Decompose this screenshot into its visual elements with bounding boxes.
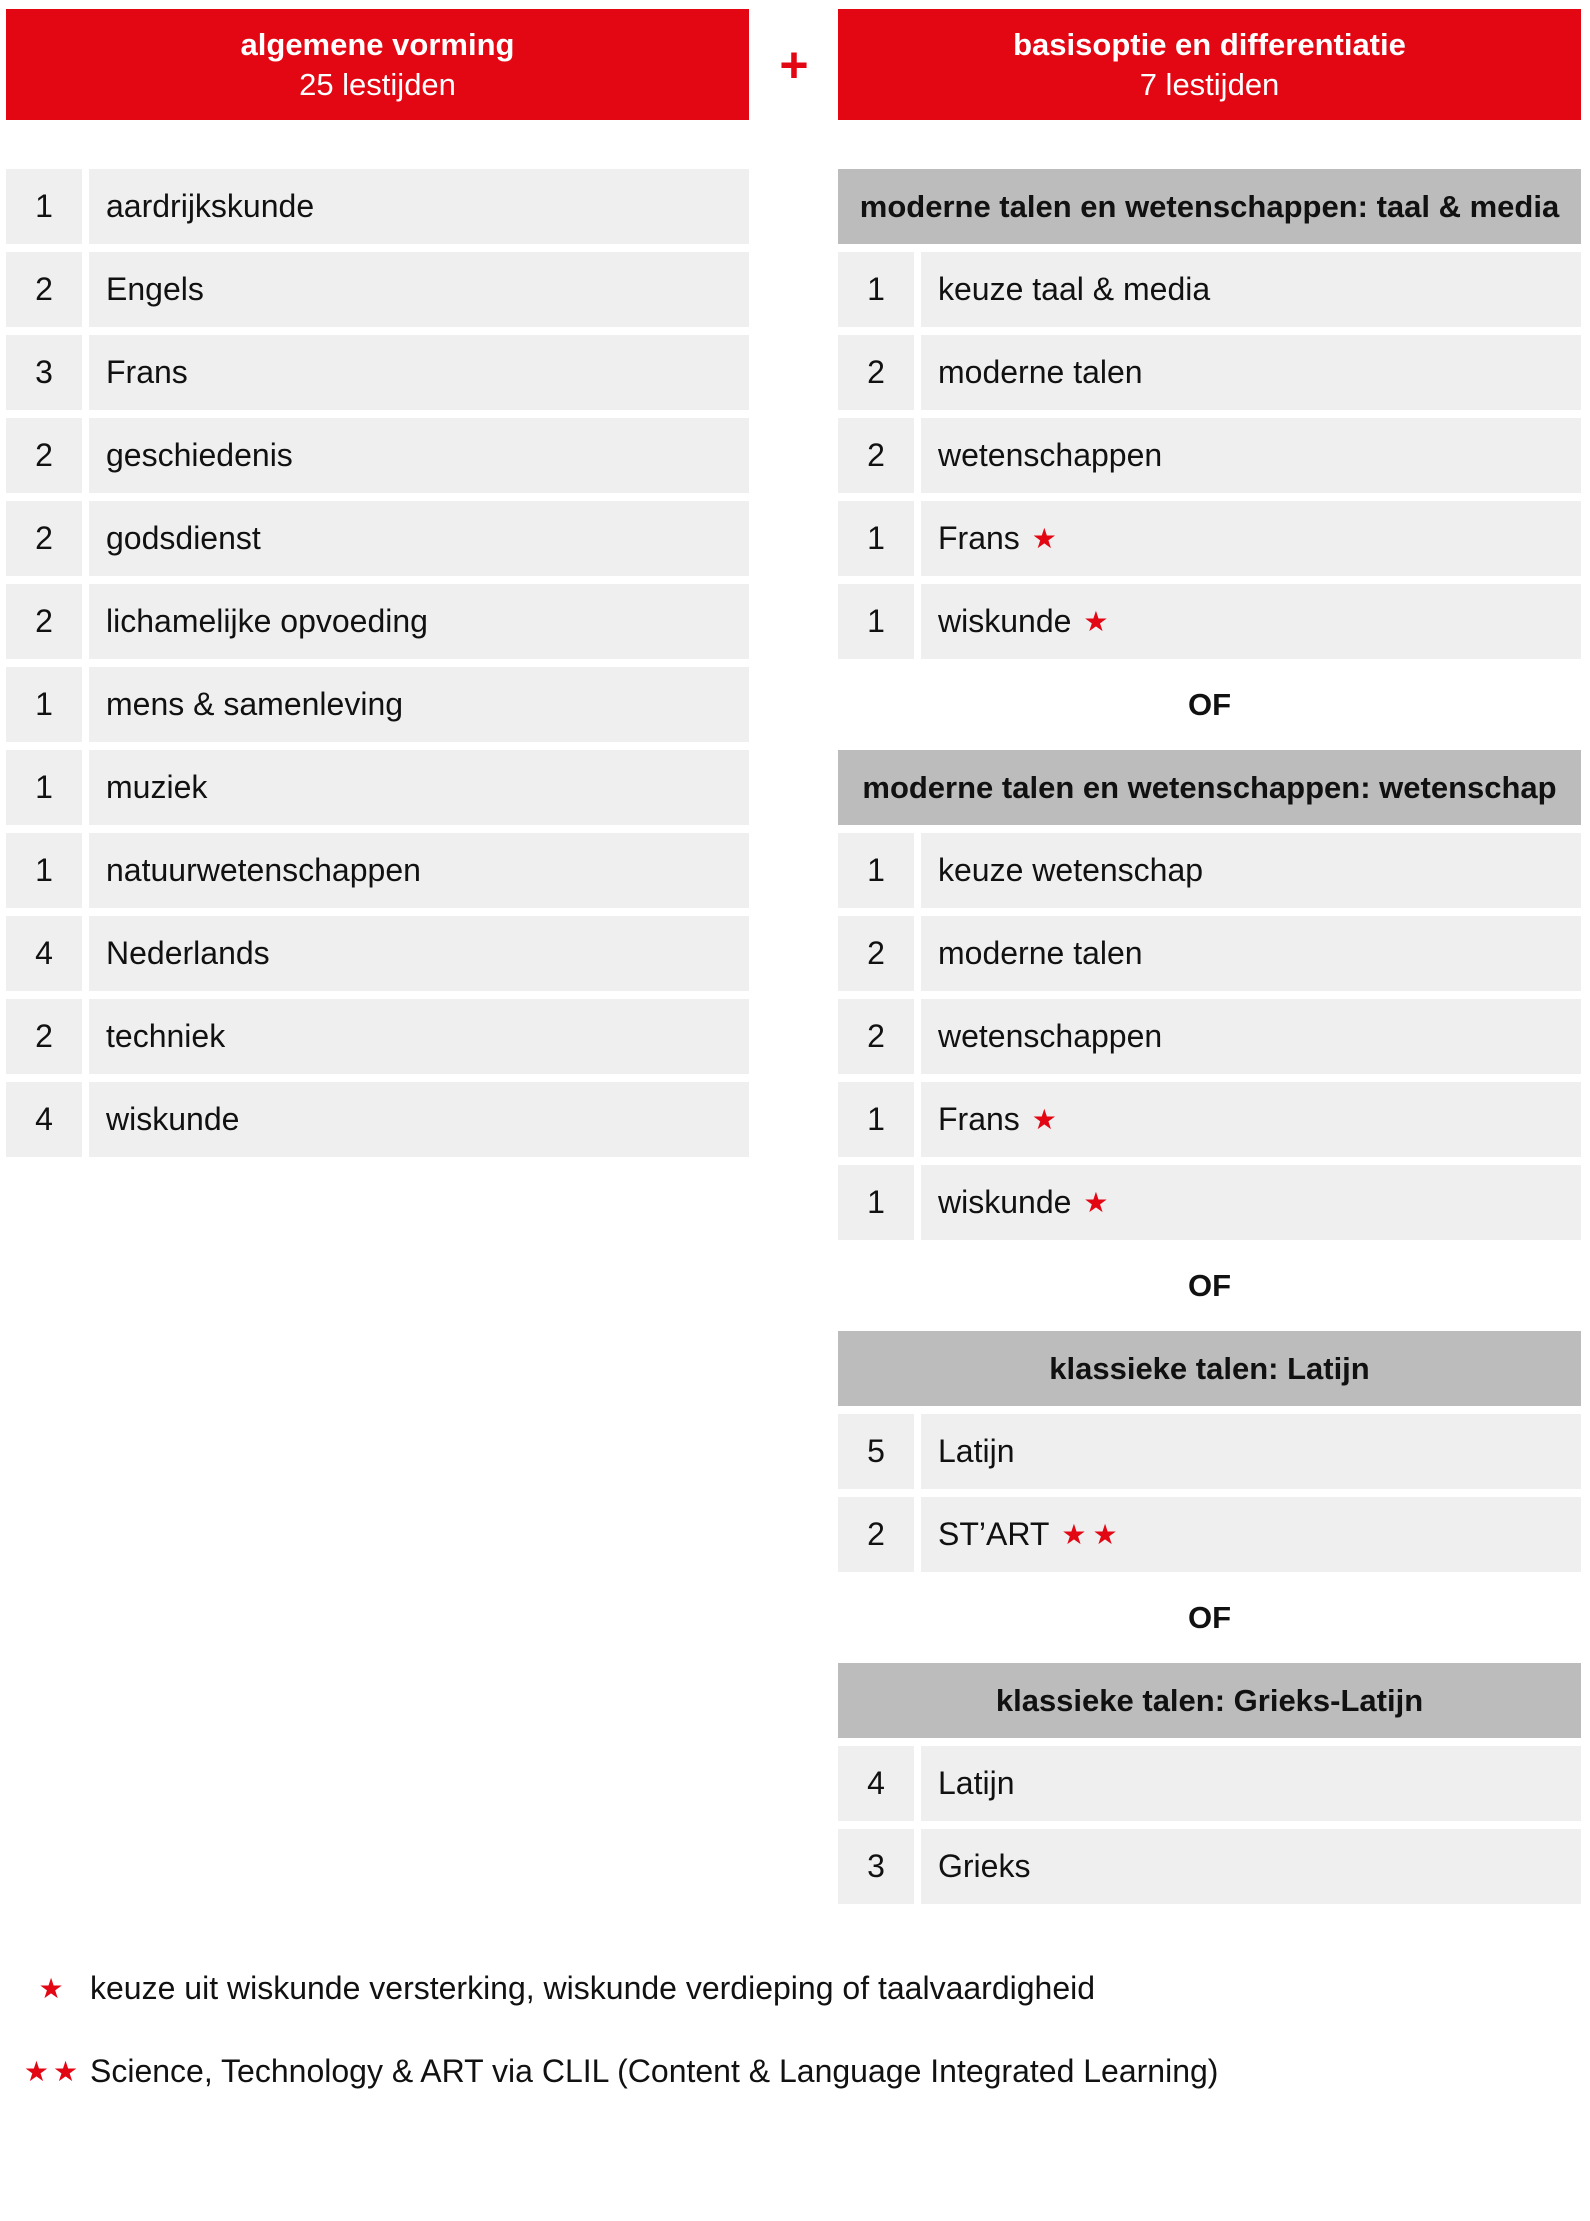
subject-label: Engels: [89, 252, 749, 327]
header-subtitle: 7 lestijden: [1139, 66, 1280, 102]
option-row: [838, 1414, 1581, 1489]
hours-cell: 2: [838, 418, 914, 493]
option-header-latijn: klassieke talen: Latijn: [838, 1331, 1581, 1406]
subject-label: keuze taal & media: [938, 271, 1211, 307]
subject-cell: [921, 1746, 1581, 1821]
footnote-single-star: [16, 1970, 1416, 2007]
subject-label: godsdienst: [89, 501, 749, 576]
option-header-grieks-latijn: klassieke talen: Grieks-Latijn: [838, 1663, 1581, 1738]
subject-label: aardrijkskunde: [89, 169, 749, 244]
hours-cell: 3: [6, 335, 82, 410]
subject-row: [6, 916, 749, 991]
star-icon: ★: [1083, 606, 1115, 637]
subject-label: Latijn: [938, 1765, 1015, 1801]
header-basisoptie: [838, 9, 1581, 120]
hours-cell: 2: [6, 418, 82, 493]
hours-cell: 2: [6, 501, 82, 576]
hours-cell: 2: [838, 1497, 914, 1572]
subject-row: [6, 584, 749, 659]
header-title: basisoptie en differentiatie: [1013, 26, 1406, 62]
hours-cell: 4: [838, 1746, 914, 1821]
subject-label: wiskunde: [938, 1184, 1072, 1220]
subject-label: wiskunde: [938, 603, 1072, 639]
subject-row: [6, 418, 749, 493]
left-subject-list: [6, 169, 749, 1165]
hours-cell: 1: [838, 1165, 914, 1240]
option-row: [838, 252, 1581, 327]
subject-label: keuze wetenschap: [938, 852, 1204, 888]
header-title: algemene vorming: [240, 26, 515, 62]
subject-label: Frans: [89, 335, 749, 410]
subject-cell: [921, 1082, 1581, 1157]
subject-label: wiskunde: [89, 1082, 749, 1157]
star-icon: ★: [1083, 1187, 1115, 1218]
subject-label: Nederlands: [89, 916, 749, 991]
option-row: [838, 418, 1581, 493]
option-row: [838, 1497, 1581, 1572]
hours-cell: 1: [838, 584, 914, 659]
subject-cell: [921, 252, 1581, 327]
option-row: [838, 335, 1581, 410]
hours-cell: 1: [838, 501, 914, 576]
footnote-double-star: [16, 2053, 1416, 2090]
option-row: [838, 916, 1581, 991]
option-row: [838, 833, 1581, 908]
star-icon: ★: [38, 1973, 68, 2004]
option-row: [838, 584, 1581, 659]
hours-cell: 4: [6, 916, 82, 991]
subject-label: Frans: [938, 1101, 1020, 1137]
subject-label: moderne talen: [938, 935, 1143, 971]
hours-cell: 2: [6, 252, 82, 327]
hours-cell: 1: [6, 169, 82, 244]
subject-row: [6, 1082, 749, 1157]
subject-cell: [921, 916, 1581, 991]
plus-sign: +: [779, 37, 809, 93]
or-separator: OF: [1187, 1267, 1232, 1303]
hours-cell: 2: [6, 999, 82, 1074]
double-star-icon: ★★: [1061, 1519, 1124, 1550]
subject-cell: [921, 501, 1581, 576]
subject-cell: [921, 833, 1581, 908]
subject-label: muziek: [89, 750, 749, 825]
subject-cell: [921, 1165, 1581, 1240]
subject-label: wetenschappen: [938, 1018, 1163, 1054]
or-separator: OF: [1187, 1599, 1232, 1635]
option-row: [838, 1082, 1581, 1157]
star-icon: ★: [1031, 523, 1063, 554]
hours-cell: 1: [838, 1082, 914, 1157]
subject-cell: [921, 999, 1581, 1074]
hours-cell: 2: [838, 335, 914, 410]
subject-label: lichamelijke opvoeding: [89, 584, 749, 659]
or-separator: OF: [1187, 686, 1232, 722]
hours-cell: 1: [6, 833, 82, 908]
subject-cell: [921, 418, 1581, 493]
hours-cell: 5: [838, 1414, 914, 1489]
subject-row: [6, 667, 749, 742]
option-row: [838, 1829, 1581, 1904]
subject-cell: [921, 1829, 1581, 1904]
hours-cell: 2: [838, 999, 914, 1074]
option-row: [838, 501, 1581, 576]
subject-label: wetenschappen: [938, 437, 1163, 473]
subject-row: [6, 999, 749, 1074]
hours-cell: 4: [6, 1082, 82, 1157]
hours-cell: 1: [838, 833, 914, 908]
star-icon: ★: [1031, 1104, 1063, 1135]
subject-label: geschiedenis: [89, 418, 749, 493]
subject-row: [6, 252, 749, 327]
footnote-text: keuze uit wiskunde versterking, wiskunde verdieping of taalvaardigheid: [90, 1970, 1096, 2006]
hours-cell: 3: [838, 1829, 914, 1904]
header-subtitle: 25 lestijden: [299, 66, 456, 102]
subject-row: [6, 501, 749, 576]
subject-label: natuurwetenschappen: [89, 833, 749, 908]
double-star-icon: ★★: [23, 2056, 83, 2087]
subject-row: [6, 335, 749, 410]
subject-cell: [921, 335, 1581, 410]
option-row: [838, 1165, 1581, 1240]
option-list: [838, 169, 1581, 1912]
hours-cell: 1: [6, 750, 82, 825]
subject-cell: [921, 1414, 1581, 1489]
subject-cell: [921, 584, 1581, 659]
subject-row: [6, 750, 749, 825]
subject-label: ST’ART: [938, 1516, 1050, 1552]
subject-label: moderne talen: [938, 354, 1143, 390]
subject-cell: [921, 1497, 1581, 1572]
hours-cell: 1: [6, 667, 82, 742]
subject-row: [6, 169, 749, 244]
hours-cell: 2: [838, 916, 914, 991]
option-row: [838, 999, 1581, 1074]
subject-label: Grieks: [938, 1848, 1031, 1884]
subject-label: Latijn: [938, 1433, 1015, 1469]
subject-row: [6, 833, 749, 908]
option-header-taal-media: moderne talen en wetenschappen: taal & media: [838, 169, 1581, 244]
subject-label: techniek: [89, 999, 749, 1074]
footnote-text: Science, Technology & ART via CLIL (Content & Language Integrated Learning): [90, 2053, 1219, 2089]
option-row: [838, 1746, 1581, 1821]
subject-label: Frans: [938, 520, 1020, 556]
header-algemene-vorming: [6, 9, 749, 120]
option-header-wetenschap: moderne talen en wetenschappen: wetenschap: [838, 750, 1581, 825]
hours-cell: 1: [838, 252, 914, 327]
hours-cell: 2: [6, 584, 82, 659]
subject-label: mens & samenleving: [89, 667, 749, 742]
